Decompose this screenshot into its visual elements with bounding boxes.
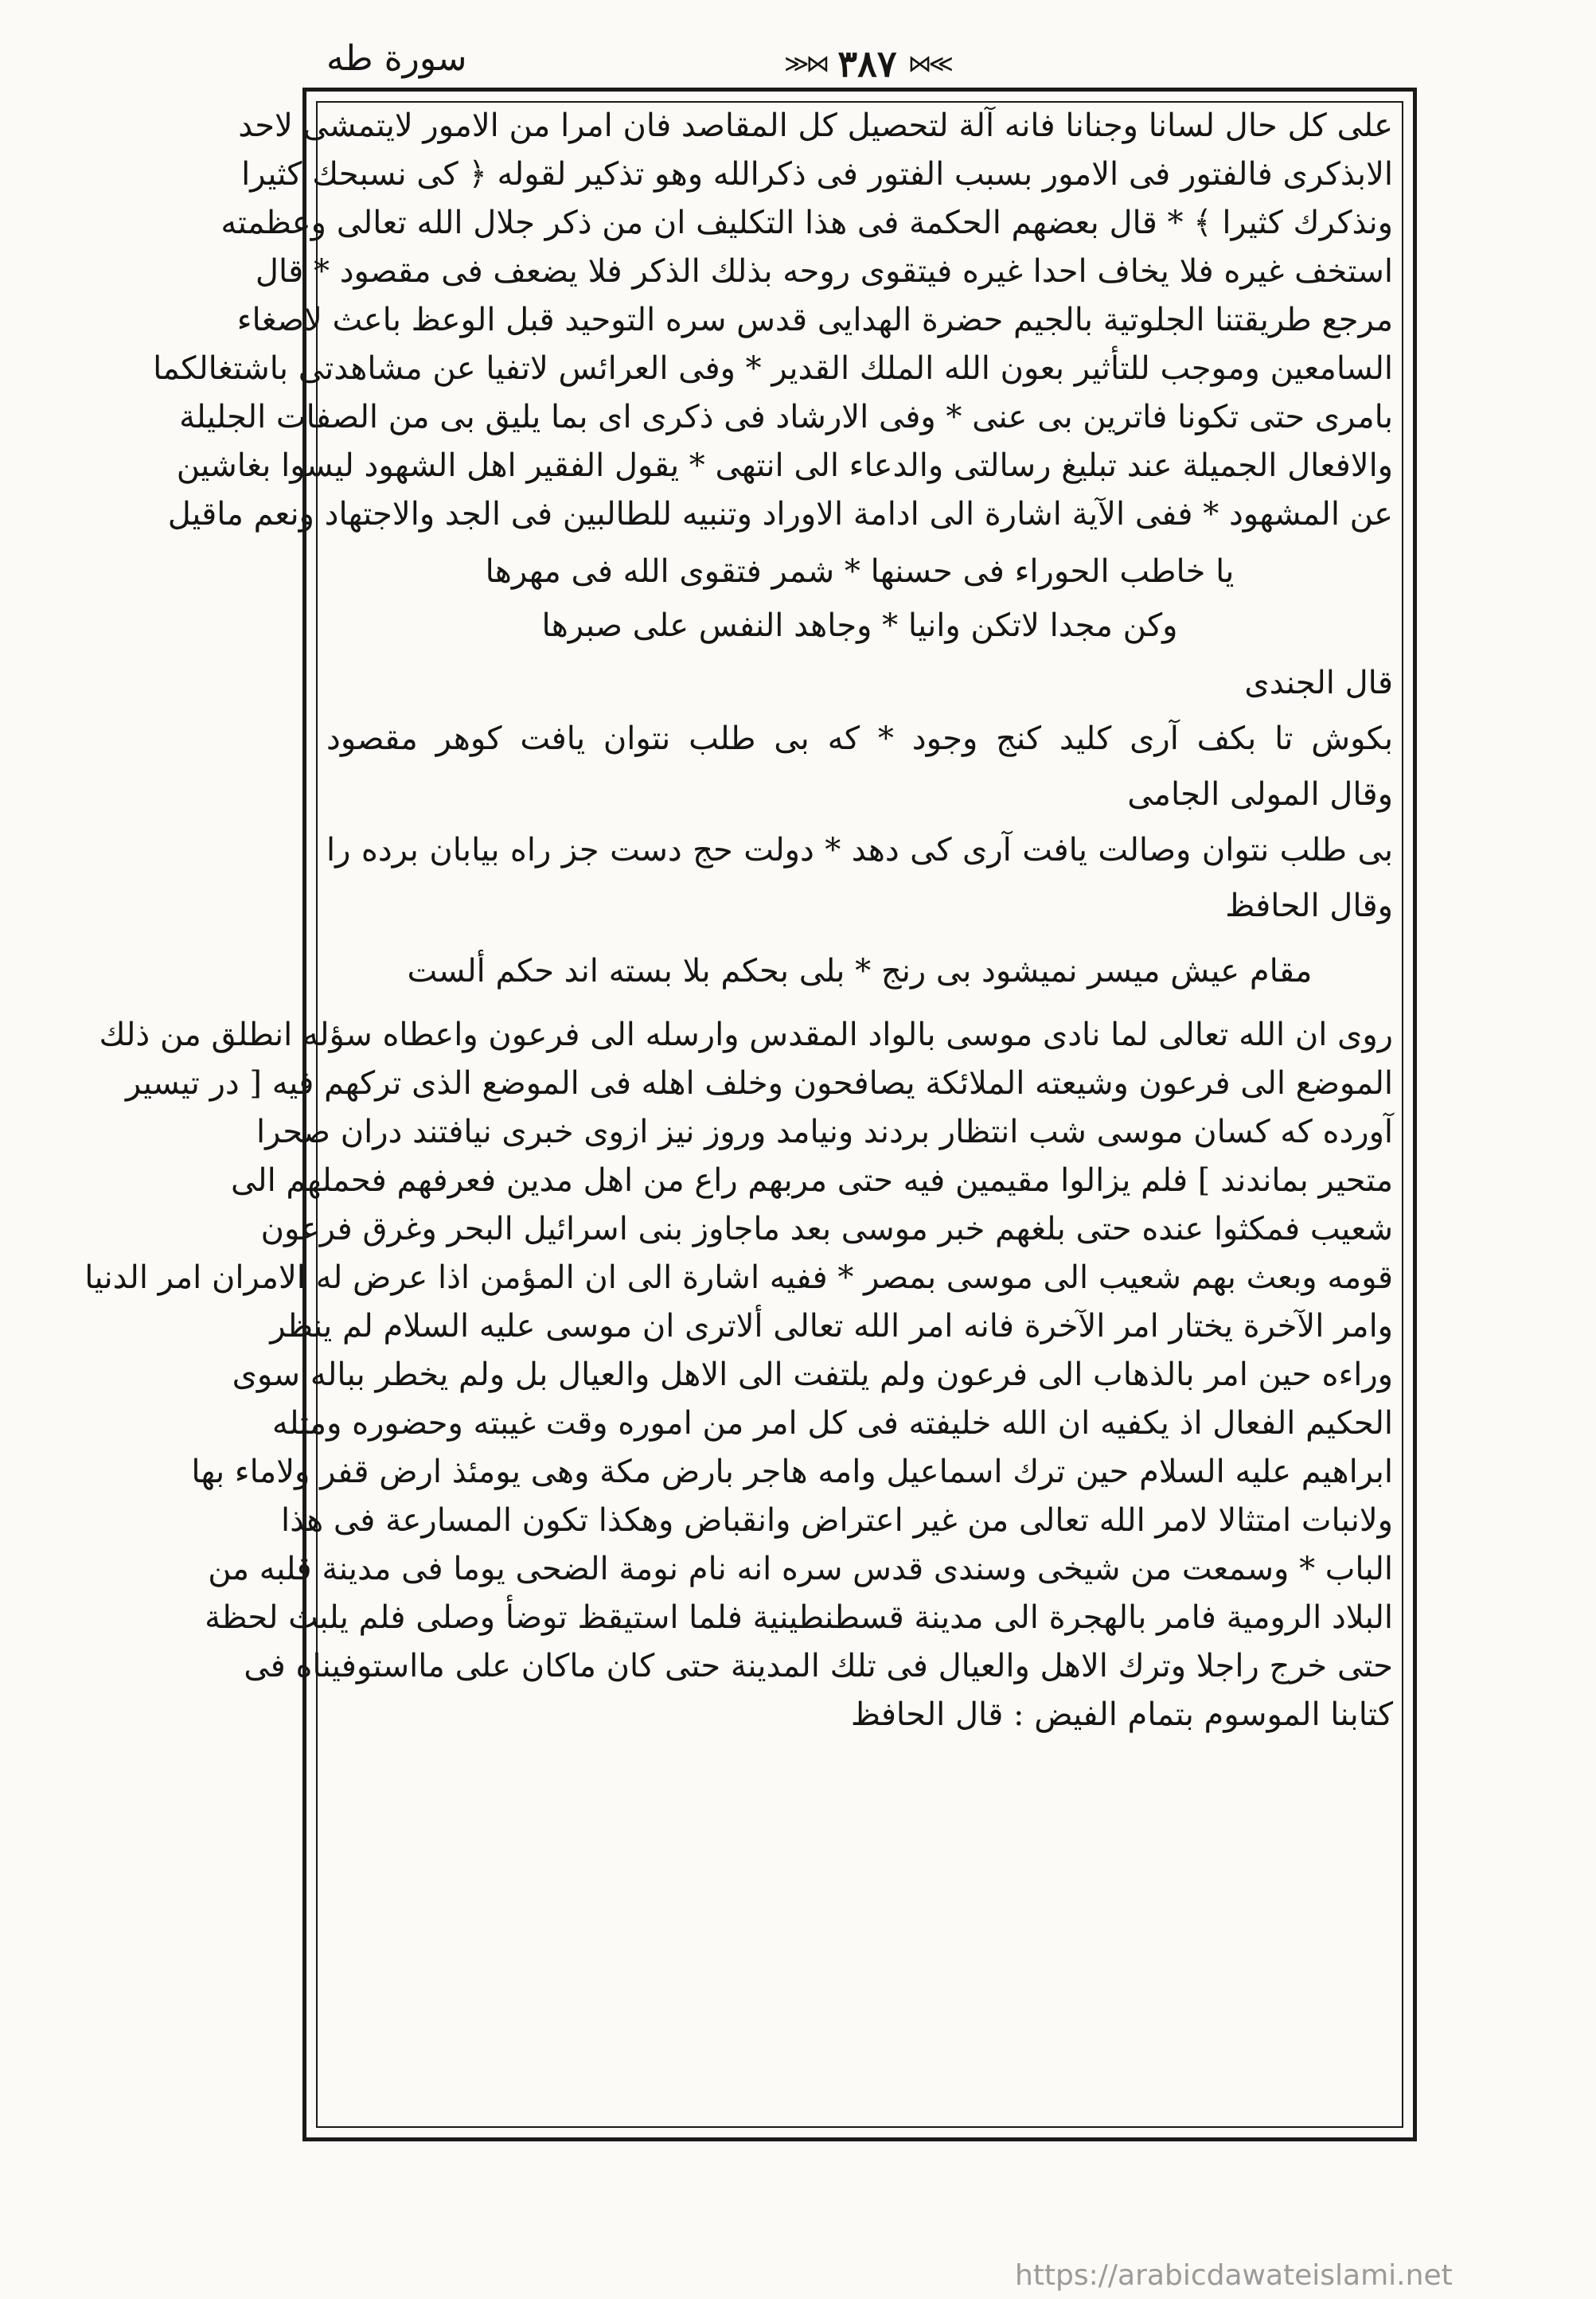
page-number: ٣٨٧ bbox=[837, 42, 897, 85]
text-line: استخف غيره فلا يخاف احدا غيره فيتقوى روحه بذلك الذكر فلا يضعف فى مقصود * قال bbox=[255, 253, 1393, 290]
text-line: روى ان الله تعالى لما نادى موسى بالواد المقدس وارسله الى فرعون واعطاه سؤله انطلق من ذلك bbox=[99, 1017, 1393, 1053]
text-line: ونذكرك كثيرا ﴾ * قال بعضهم الحكمة فى هذا التكليف ان من ذكر جلال الله تعالى وعظمته bbox=[220, 205, 1393, 241]
surah-title: سورة طه bbox=[326, 38, 467, 79]
text-line: ابراهيم عليه السلام حين ترك اسماعيل وامه هاجر بارض مكة وهى يومئذ ارض قفر ولاماء بها bbox=[191, 1454, 1393, 1490]
text-line: على كل حال لسانا وجنانا فانه آلة لتحصيل كل المقاصد فان امرا من الامور لايتمشى لاحد bbox=[238, 107, 1393, 144]
page-number-block bbox=[784, 40, 1023, 88]
text-line: مرجع طريقتنا الجلوتية بالجيم حضرة الهدايى قدس سره التوحيد قبل الوعظ باعث لاصغاء bbox=[236, 302, 1393, 338]
text-line: آورده كه كسان موسى شب انتظار بردند ونيامد وروز نيز ازوى خبرى نيافتند دران صحرا bbox=[256, 1114, 1393, 1150]
persian-verse: بى طلب نتوان وصالت يافت آرى كى دهد * دولت حج دست جز راه بيابان برده را bbox=[326, 832, 1393, 868]
persian-verse: مقام عيش ميسر نميشود بى رنج * بلى بحكم بلا بسته اند حكم ألست bbox=[407, 953, 1313, 989]
text-line: الباب * وسمعت من شيخى وسندى قدس سره انه نام نومة الضحى يوما فى مدينة قلبه من bbox=[208, 1551, 1393, 1587]
poet-caption: قال الجندى bbox=[1244, 665, 1393, 701]
text-line: وراءه حين امر بالذهاب الى فرعون ولم يلتفت الى الاهل والعيال بل ولم يخطر بباله سوى bbox=[232, 1356, 1393, 1393]
text-line: بامرى حتى تكونا فاترين بى عنى * وفى الارشاد فى ذكرى اى بما يليق بى من الصفات الجليلة bbox=[179, 399, 1393, 435]
page-text bbox=[84, 102, 1401, 2132]
verse-line: وكن مجدا لاتكن وانيا * وجاهد النفس على صبرها bbox=[541, 607, 1178, 644]
text-line: السامعين وموجب للتأثير بعون الله الملك القدير * وفى العرائس لاتفيا عن مشاهدتى باشتغالكما bbox=[153, 350, 1393, 387]
text-line: عن المشهود * ففى الآية اشارة الى ادامة الاوراد وتنبيه للطالبين فى الجد والاجتهاد ونعم ماقيل bbox=[167, 496, 1393, 533]
text-line: قومه وبعث بهم شعيب الى موسى بمصر * ففيه اشارة الى ان المؤمن اذا عرض له الامران امر الدنيا bbox=[84, 1259, 1393, 1296]
ornament-right-icon: ⋈≪ bbox=[907, 49, 950, 78]
persian-verse: بكوش تا بكف آرى كليد كنج وجود * كه بى طلب نتوان يافت كوهر مقصود bbox=[326, 720, 1393, 757]
poet-caption: وقال الحافظ bbox=[1225, 888, 1393, 924]
text-line: كتابنا الموسوم بتمام الفيض : قال الحافظ bbox=[850, 1696, 1393, 1733]
poet-caption: وقال المولى الجامى bbox=[1127, 776, 1393, 813]
ornament-left-icon: ≫⋈ bbox=[784, 49, 827, 78]
text-line: متحير بماندند ] فلم يزالوا مقيمين فيه حتى مربهم راع من اهل مدين فعرفهم فحملهم الى bbox=[231, 1162, 1393, 1199]
text-line: شعيب فمكثوا عنده حتى بلغهم خبر موسى بعد ماجاوز بنى اسرائيل البحر وغرق فرعون bbox=[260, 1211, 1393, 1247]
text-line: والافعال الجميلة عند تبليغ رسالتى والدعاء الى انتهى * يقول الفقير اهل الشهود ليسوا بغاشين bbox=[176, 447, 1393, 484]
text-line: وامر الآخرة يختار امر الآخرة فانه امر الله تعالى ألاترى ان موسى عليه السلام لم ينظر bbox=[270, 1308, 1393, 1345]
text-line: حتى خرج راجلا وترك الاهل والعيال فى تلك المدينة حتى كان ماكان على مااستوفيناه فى bbox=[244, 1648, 1393, 1684]
text-line: ولانبات امتثالا لامر الله تعالى من غير اعتراض وانقباض وهكذا تكون المسارعة فى هذا bbox=[281, 1502, 1393, 1539]
text-line: الابذكرى فالفتور فى الامور بسبب الفتور فى ذكرالله وهو تذكير لقوله ﴿ كى نسبحك كثيرا bbox=[241, 156, 1393, 193]
verse-line: يا خاطب الحوراء فى حسنها * شمر فتقوى الله فى مهرها bbox=[485, 553, 1235, 590]
text-line: الحكيم الفعال اذ يكفيه ان الله خليفته فى كل امر من اموره وقت غيبته وحضوره ومثله bbox=[271, 1405, 1393, 1442]
text-line: البلاد الرومية فامر بالهجرة الى مدينة قسطنطينية فلما استيقظ توضأ وصلى فلم يلبث لحظة bbox=[205, 1599, 1393, 1636]
source-watermark: https://arabicdawateislami.net bbox=[1015, 2259, 1453, 2292]
text-line: الموضع الى فرعون وشيعته الملائكة يصافحون وخلف اهله فى الموضع الذى تركهم فيه [ در تيسير bbox=[125, 1065, 1393, 1102]
